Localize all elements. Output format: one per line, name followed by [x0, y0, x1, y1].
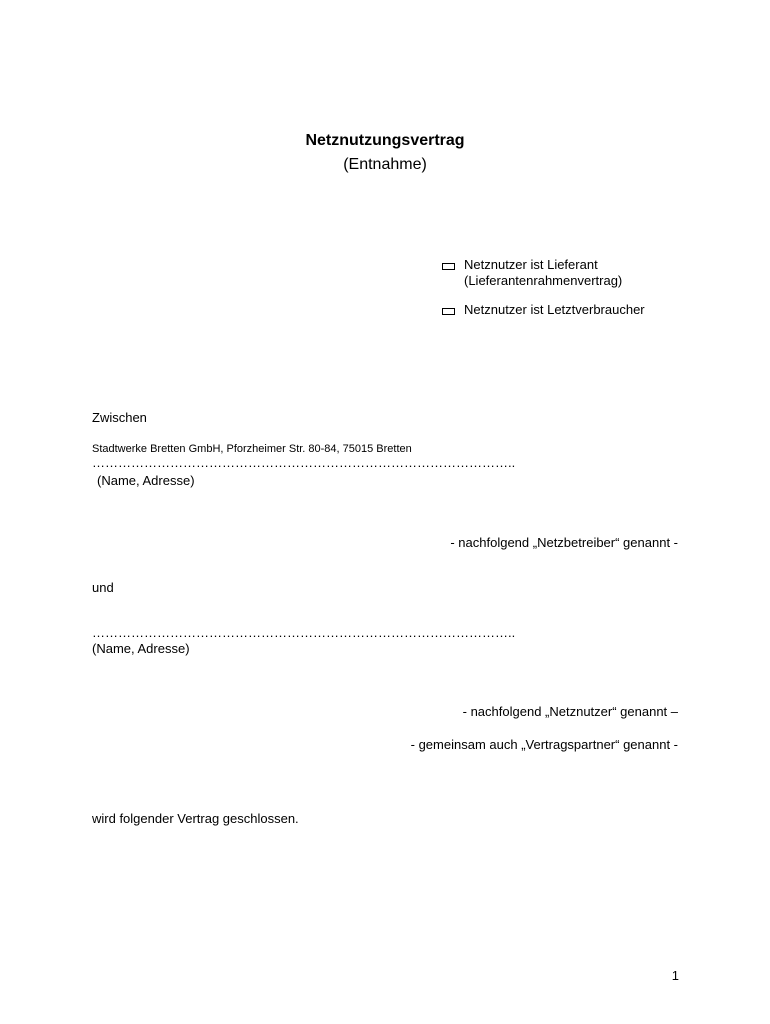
option-end-consumer-label: Netznutzer ist Letztverbraucher	[464, 302, 645, 317]
party1-caption: (Name, Adresse)	[97, 473, 195, 488]
closing-sentence: wird folgender Vertrag geschlossen.	[92, 811, 299, 826]
document-subtitle: (Entnahme)	[343, 156, 427, 173]
checkbox-supplier[interactable]	[442, 263, 455, 270]
party1-designation: - nachfolgend „Netzbetreiber“ genannt -	[450, 535, 678, 550]
option-supplier-label: Netznutzer ist Lieferant	[464, 257, 598, 272]
party2-designation: - nachfolgend „Netznutzer“ genannt –	[462, 704, 678, 719]
option-supplier[interactable]	[442, 257, 622, 289]
joint-designation: - gemeinsam auch „Vertragspartner“ genannt -	[410, 737, 678, 752]
option-supplier-sublabel: (Lieferantenrahmenvertrag)	[464, 273, 623, 288]
option-end-consumer[interactable]	[442, 302, 645, 318]
party1-dotted-line: ……………………………………………………………………………………..	[92, 455, 516, 470]
page-number: 1	[671, 968, 679, 983]
party1-name-address: Stadtwerke Bretten GmbH, Pforzheimer Str. 80-84, 75015 Bretten	[92, 443, 412, 455]
checkbox-end-consumer[interactable]	[442, 308, 455, 315]
between-label: Zwischen	[92, 410, 147, 425]
document-title: Netznutzungsvertrag	[305, 132, 465, 149]
and-label: und	[92, 580, 114, 595]
party2-dotted-line: ……………………………………………………………………………………..	[92, 625, 516, 640]
party2-caption: (Name, Adresse)	[92, 641, 190, 656]
